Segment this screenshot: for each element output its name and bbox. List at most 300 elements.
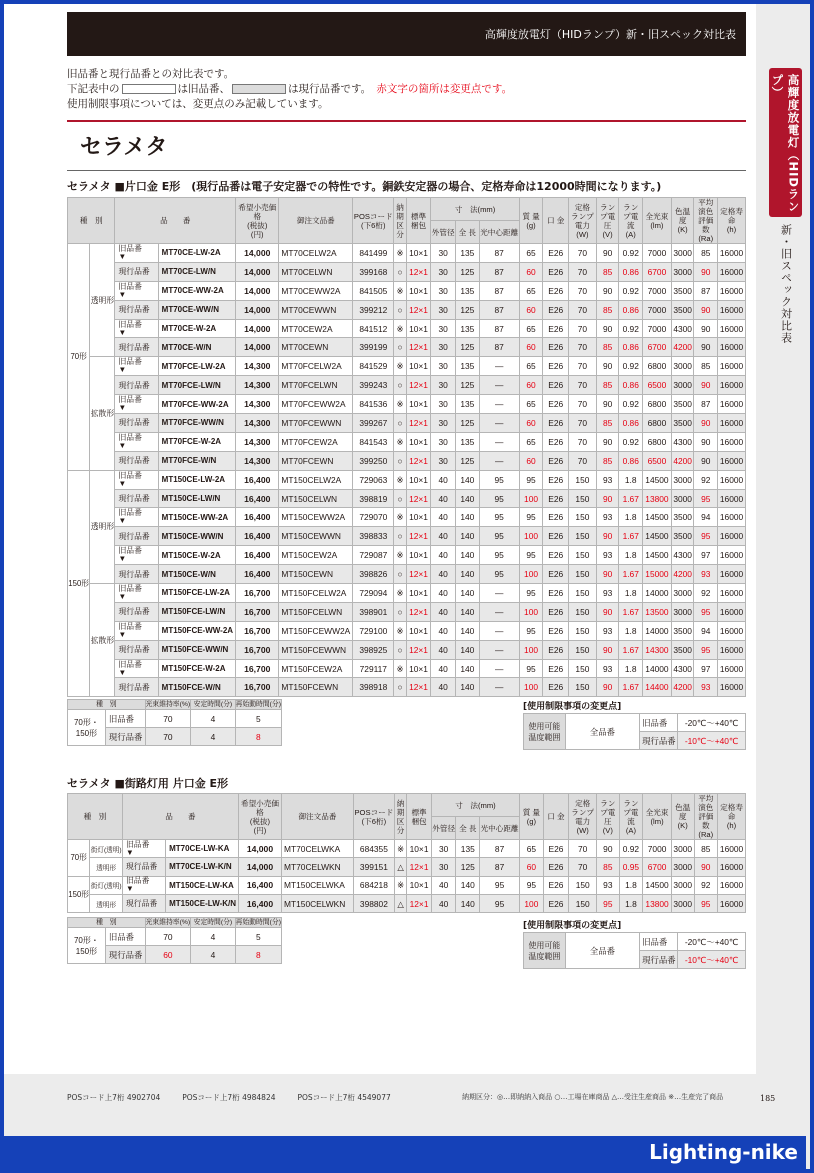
street-cell-2: MT70CELWKN bbox=[282, 858, 354, 876]
main-cell-6: 30 bbox=[431, 338, 456, 357]
street-cell-16: 85 bbox=[694, 840, 718, 858]
street-cell-3: 398802 bbox=[353, 894, 394, 912]
main-cell-8: 95 bbox=[479, 489, 519, 508]
main-cell-9: 100 bbox=[519, 527, 543, 546]
main-cell-1: 14,000 bbox=[236, 281, 279, 300]
street-cell-8: 95 bbox=[480, 876, 520, 894]
main-cell-12: 90 bbox=[596, 281, 619, 300]
req2-old-label: 旧品番 bbox=[640, 933, 678, 951]
main-product-number: MT150FCE-LW/N bbox=[158, 602, 236, 621]
main-cell-2: MT70CEWW2A bbox=[279, 281, 353, 300]
main-cell-16: 93 bbox=[694, 565, 718, 584]
req-title-1: [使用制限事項の変更点] bbox=[523, 702, 622, 712]
th-order_name: 御注文品番 bbox=[279, 198, 353, 244]
main-cell-9: 65 bbox=[519, 244, 543, 263]
th-rated_w: 定格 ランプ電力 (W) bbox=[569, 198, 597, 244]
main-cell-13: 1.8 bbox=[619, 659, 643, 678]
main-cell-14: 6700 bbox=[643, 262, 672, 281]
main-cell-8: 95 bbox=[479, 508, 519, 527]
main-cell-16: 92 bbox=[694, 584, 718, 603]
main-cell-11: 150 bbox=[569, 508, 597, 527]
main-product-number: MT150CE-W/N bbox=[158, 565, 236, 584]
main-cell-14: 14500 bbox=[643, 508, 672, 527]
main-cell-6: 40 bbox=[431, 527, 456, 546]
main-cell-6: 40 bbox=[431, 546, 456, 565]
street-cell-14: 14500 bbox=[643, 876, 672, 894]
main-cell-15: 4300 bbox=[671, 659, 694, 678]
main-product-number: MT70FCE-WW-2A bbox=[158, 395, 236, 414]
main-cell-1: 14,000 bbox=[236, 300, 279, 319]
main-cell-8: — bbox=[479, 395, 519, 414]
main-cell-10: E26 bbox=[543, 565, 569, 584]
main-cell-9: 95 bbox=[519, 584, 543, 603]
th-size: 寸 法(mm) bbox=[431, 198, 519, 221]
main-cell-13: 0.92 bbox=[619, 432, 643, 451]
main-cell-15: 3500 bbox=[671, 281, 694, 300]
main-cell-6: 30 bbox=[431, 414, 456, 433]
main-cell-13: 1.67 bbox=[619, 527, 643, 546]
main-cell-4: ※ bbox=[394, 244, 406, 263]
main-cell-10: E26 bbox=[543, 395, 569, 414]
street-cell-2: MT70CELWKA bbox=[282, 840, 354, 858]
req-cond: 使用可能 温度範囲 bbox=[524, 714, 566, 750]
main-cell-8: 95 bbox=[479, 565, 519, 584]
main-cell-16: 92 bbox=[694, 470, 718, 489]
table-row bbox=[68, 527, 746, 546]
main-cell-8: 87 bbox=[479, 262, 519, 281]
main-cell-7: 125 bbox=[456, 376, 480, 395]
main-cell-12: 90 bbox=[596, 319, 619, 338]
street-cell-17: 16000 bbox=[718, 876, 746, 894]
req2-new-label: 現行品番 bbox=[640, 951, 678, 969]
th-kind: 種 別 bbox=[68, 198, 115, 244]
table-row bbox=[68, 565, 746, 584]
street-cell-13: 1.8 bbox=[619, 894, 643, 912]
main-cell-8: 95 bbox=[479, 527, 519, 546]
intro-text bbox=[67, 67, 512, 112]
main-cell-4: ○ bbox=[394, 376, 406, 395]
mini2-kind: 70形・150形 bbox=[68, 928, 106, 964]
main-cell-11: 70 bbox=[569, 281, 597, 300]
mini2-head-stable: 安定時間(分) bbox=[191, 918, 235, 928]
street-cell-10: E26 bbox=[543, 876, 569, 894]
main-cell-16: 90 bbox=[694, 414, 718, 433]
main-cell-12: 90 bbox=[596, 244, 619, 263]
main-cell-13: 0.86 bbox=[619, 262, 643, 281]
th-size_dia: 外管径 bbox=[431, 221, 456, 244]
mini-old-stable: 4 bbox=[191, 710, 235, 728]
th-flux: 全光束 (lm) bbox=[643, 198, 672, 244]
main-cell-10: E26 bbox=[543, 300, 569, 319]
main-cell-13: 0.86 bbox=[619, 414, 643, 433]
main-status: 現行品番 bbox=[115, 414, 158, 433]
main-cell-4: ○ bbox=[394, 602, 406, 621]
street-cell-16: 90 bbox=[694, 858, 718, 876]
main-cell-13: 0.92 bbox=[619, 244, 643, 263]
main-product-number: MT70FCE-WW/N bbox=[158, 414, 236, 433]
main-cell-1: 14,300 bbox=[236, 414, 279, 433]
main-cell-14: 14300 bbox=[643, 640, 672, 659]
main-status: 現行品番 bbox=[115, 376, 158, 395]
main-product-number: MT150FCE-WW/N bbox=[158, 640, 236, 659]
main-cell-4: ○ bbox=[394, 300, 406, 319]
main-cell-4: ※ bbox=[394, 319, 406, 338]
th-size_center: 光中心距離 bbox=[480, 817, 520, 840]
main-cell-16: 90 bbox=[694, 451, 718, 470]
th-lamp_v: ランプ電圧 (V) bbox=[597, 794, 620, 840]
header-title: 高輝度放電灯（HIDランプ）新・旧スペック対比表 bbox=[484, 28, 736, 41]
street-status: 旧品番 ▼ bbox=[122, 840, 165, 858]
main-cell-5: 10×1 bbox=[406, 432, 431, 451]
main-cell-4: ※ bbox=[394, 621, 406, 640]
main-cell-9: 60 bbox=[519, 414, 543, 433]
main-cell-7: 140 bbox=[456, 640, 480, 659]
req-old-range: -20℃～+40℃ bbox=[678, 714, 746, 732]
table-row bbox=[68, 357, 746, 376]
main-cell-7: 140 bbox=[456, 565, 480, 584]
main-cell-8: — bbox=[479, 451, 519, 470]
mini-head-restart: 再始動時間(分) bbox=[235, 701, 281, 708]
main-cell-14: 7000 bbox=[643, 319, 672, 338]
th-pos: POSコード (下6桁) bbox=[353, 198, 394, 244]
type-cell: 透明形 bbox=[90, 244, 115, 357]
main-product-number: MT150FCE-W/N bbox=[158, 678, 236, 697]
th-product: 品 番 bbox=[122, 794, 238, 840]
main-cell-7: 135 bbox=[456, 357, 480, 376]
main-cell-13: 0.92 bbox=[619, 395, 643, 414]
footer-pos-1: POSコード上7桁 4902704 bbox=[67, 1093, 161, 1102]
th-price: 希望小売価格 (税抜) (円) bbox=[238, 794, 281, 840]
main-cell-16: 90 bbox=[694, 376, 718, 395]
table-row bbox=[68, 432, 746, 451]
main-cell-16: 95 bbox=[694, 640, 718, 659]
street-cell-6: 30 bbox=[431, 858, 456, 876]
street-cell-5: 12×1 bbox=[407, 894, 432, 912]
main-cell-10: E26 bbox=[543, 414, 569, 433]
th-cri: 平均演色 評価数 (Ra) bbox=[694, 794, 718, 840]
main-cell-1: 14,300 bbox=[236, 357, 279, 376]
th-color_temp: 色温度 (K) bbox=[671, 794, 694, 840]
main-cell-4: ※ bbox=[394, 357, 406, 376]
main-cell-9: 60 bbox=[519, 376, 543, 395]
main-cell-1: 16,400 bbox=[236, 489, 279, 508]
main-cell-4: ○ bbox=[394, 414, 406, 433]
street-cell-16: 95 bbox=[694, 894, 718, 912]
street-cell-4: ※ bbox=[394, 840, 406, 858]
street-cell-5: 10×1 bbox=[407, 876, 432, 894]
street-cell-6: 30 bbox=[431, 840, 456, 858]
red-rule bbox=[67, 120, 746, 122]
mini-head-maint: 光束維持率(%) bbox=[145, 701, 191, 708]
th-lamp_a: ランプ電流 (A) bbox=[619, 198, 643, 244]
street-cell-3: 684355 bbox=[353, 840, 394, 858]
main-cell-7: 140 bbox=[456, 470, 480, 489]
main-cell-11: 70 bbox=[569, 414, 597, 433]
street-cell-8: 87 bbox=[480, 840, 520, 858]
main-cell-3: 729070 bbox=[353, 508, 394, 527]
main-cell-10: E26 bbox=[543, 546, 569, 565]
street-cell-14: 6700 bbox=[643, 858, 672, 876]
main-product-number: MT70FCE-LW/N bbox=[158, 376, 236, 395]
main-cell-6: 30 bbox=[431, 376, 456, 395]
main-cell-17: 16000 bbox=[718, 319, 746, 338]
main-cell-8: — bbox=[479, 659, 519, 678]
main-cell-5: 12×1 bbox=[406, 640, 431, 659]
main-cell-2: MT150CEWN bbox=[279, 565, 353, 584]
main-cell-5: 12×1 bbox=[406, 565, 431, 584]
main-cell-7: 140 bbox=[456, 489, 480, 508]
main-cell-17: 16000 bbox=[718, 451, 746, 470]
main-cell-9: 100 bbox=[519, 602, 543, 621]
main-cell-6: 40 bbox=[431, 659, 456, 678]
intro-line-2: 下記表中の は旧品番、 は現行品番です。 赤文字の箇所は変更点です。 bbox=[67, 83, 513, 95]
main-cell-17: 16000 bbox=[718, 357, 746, 376]
restriction-table-1 bbox=[67, 699, 282, 746]
main-cell-11: 70 bbox=[569, 376, 597, 395]
th-order_name: 御注文品番 bbox=[282, 794, 354, 840]
main-cell-6: 30 bbox=[431, 244, 456, 263]
mini-old-maint: 70 bbox=[145, 710, 191, 728]
main-cell-11: 150 bbox=[569, 640, 597, 659]
main-cell-7: 140 bbox=[456, 508, 480, 527]
main-product-number: MT70CE-LW-2A bbox=[158, 244, 236, 263]
main-cell-14: 6800 bbox=[643, 357, 672, 376]
main-cell-14: 6800 bbox=[643, 414, 672, 433]
main-cell-14: 14500 bbox=[643, 527, 672, 546]
main-cell-6: 30 bbox=[431, 262, 456, 281]
main-cell-9: 95 bbox=[519, 470, 543, 489]
mini-new-maint: 70 bbox=[145, 728, 191, 746]
main-cell-10: E26 bbox=[543, 602, 569, 621]
main-cell-17: 16000 bbox=[718, 659, 746, 678]
main-cell-2: MT70CEW2A bbox=[279, 319, 353, 338]
main-cell-6: 30 bbox=[431, 395, 456, 414]
main-status: 旧品番 ▼ bbox=[115, 281, 158, 300]
side-tab-label: 高輝度放電灯（HIDランプ） bbox=[770, 74, 801, 213]
main-cell-5: 12×1 bbox=[406, 451, 431, 470]
old-legend-box bbox=[122, 84, 176, 94]
th-base: 口 金 bbox=[543, 794, 569, 840]
main-cell-6: 40 bbox=[431, 584, 456, 603]
main-cell-16: 87 bbox=[694, 395, 718, 414]
street-cell-1: 14,000 bbox=[238, 840, 281, 858]
th-size_center: 光中心距離 bbox=[479, 221, 519, 244]
th-pack: 標準 梱包 bbox=[406, 198, 431, 244]
street-status: 現行品番 bbox=[122, 894, 165, 912]
req-new-label: 現行品番 bbox=[640, 732, 678, 750]
main-product-number: MT150CE-LW/N bbox=[158, 489, 236, 508]
main-cell-17: 16000 bbox=[718, 300, 746, 319]
main-cell-1: 14,300 bbox=[236, 451, 279, 470]
main-cell-10: E26 bbox=[543, 281, 569, 300]
main-cell-2: MT150FCELWN bbox=[279, 602, 353, 621]
main-cell-3: 729087 bbox=[353, 546, 394, 565]
street-cell-13: 1.8 bbox=[619, 876, 643, 894]
street-cell-4: △ bbox=[394, 894, 406, 912]
main-cell-14: 6800 bbox=[643, 395, 672, 414]
type-cell: 街灯(透明) bbox=[90, 840, 123, 858]
mini2-new-label: 現行品番 bbox=[105, 946, 145, 964]
main-cell-4: ○ bbox=[394, 678, 406, 697]
main-cell-12: 93 bbox=[596, 621, 619, 640]
main-cell-17: 16000 bbox=[718, 546, 746, 565]
main-cell-16: 95 bbox=[694, 527, 718, 546]
main-cell-9: 100 bbox=[519, 678, 543, 697]
main-cell-13: 1.8 bbox=[619, 584, 643, 603]
main-cell-13: 1.8 bbox=[619, 546, 643, 565]
main-cell-4: ※ bbox=[394, 584, 406, 603]
brand-text: Lighting-nike bbox=[649, 1140, 798, 1164]
street-cell-9: 65 bbox=[520, 840, 544, 858]
main-cell-7: 135 bbox=[456, 319, 480, 338]
street-cell-2: MT150CELWKA bbox=[282, 876, 354, 894]
th-pos: POSコード (下6桁) bbox=[353, 794, 394, 840]
main-cell-12: 85 bbox=[596, 338, 619, 357]
table-row bbox=[68, 840, 746, 858]
main-cell-15: 4200 bbox=[671, 338, 694, 357]
street-cell-15: 3000 bbox=[671, 876, 694, 894]
mini-new-label: 現行品番 bbox=[105, 728, 145, 746]
th-dist: 納期 区分 bbox=[394, 198, 406, 244]
main-cell-2: MT150FCEW2A bbox=[279, 659, 353, 678]
main-cell-9: 65 bbox=[519, 281, 543, 300]
main-cell-13: 0.86 bbox=[619, 376, 643, 395]
main-cell-17: 16000 bbox=[718, 621, 746, 640]
main-cell-15: 3000 bbox=[671, 584, 694, 603]
mini-new-restart: 8 bbox=[235, 728, 281, 746]
table-row bbox=[68, 678, 746, 697]
main-cell-1: 16,700 bbox=[236, 602, 279, 621]
main-cell-14: 6500 bbox=[643, 451, 672, 470]
main-cell-14: 7000 bbox=[643, 300, 672, 319]
main-cell-12: 90 bbox=[596, 357, 619, 376]
req2-old-range: -20℃～+40℃ bbox=[678, 933, 746, 951]
main-cell-7: 140 bbox=[456, 602, 480, 621]
main-cell-9: 65 bbox=[519, 395, 543, 414]
main-cell-3: 398925 bbox=[353, 640, 394, 659]
main-cell-5: 12×1 bbox=[406, 300, 431, 319]
main-cell-15: 4200 bbox=[671, 565, 694, 584]
main-cell-2: MT70CELW2A bbox=[279, 244, 353, 263]
main-cell-6: 40 bbox=[431, 678, 456, 697]
main-cell-9: 100 bbox=[519, 640, 543, 659]
main-cell-9: 60 bbox=[519, 262, 543, 281]
main-status: 現行品番 bbox=[115, 300, 158, 319]
main-cell-6: 40 bbox=[431, 508, 456, 527]
main-product-number: MT70CE-WW/N bbox=[158, 300, 236, 319]
main-cell-17: 16000 bbox=[718, 508, 746, 527]
main-cell-1: 14,300 bbox=[236, 432, 279, 451]
main-cell-12: 85 bbox=[596, 300, 619, 319]
main-cell-14: 7000 bbox=[643, 244, 672, 263]
street-cell-17: 16000 bbox=[718, 894, 746, 912]
main-cell-2: MT70FCEWWN bbox=[279, 414, 353, 433]
main-cell-14: 14000 bbox=[643, 584, 672, 603]
main-cell-11: 70 bbox=[569, 451, 597, 470]
main-cell-6: 40 bbox=[431, 565, 456, 584]
main-cell-15: 3500 bbox=[671, 300, 694, 319]
main-cell-7: 125 bbox=[456, 451, 480, 470]
th-size: 寸 法(mm) bbox=[431, 794, 519, 817]
main-product-number: MT150CE-WW/N bbox=[158, 527, 236, 546]
main-product-number: MT70CE-W-2A bbox=[158, 319, 236, 338]
main-cell-2: MT150FCEWW2A bbox=[279, 621, 353, 640]
main-cell-3: 399267 bbox=[353, 414, 394, 433]
main-cell-3: 398901 bbox=[353, 602, 394, 621]
main-cell-15: 3500 bbox=[671, 640, 694, 659]
main-cell-8: — bbox=[479, 432, 519, 451]
main-cell-4: ※ bbox=[394, 659, 406, 678]
main-product-number: MT150CE-WW-2A bbox=[158, 508, 236, 527]
street-cell-1: 16,400 bbox=[238, 876, 281, 894]
main-cell-11: 150 bbox=[569, 584, 597, 603]
main-status: 現行品番 bbox=[115, 565, 158, 584]
main-cell-9: 95 bbox=[519, 659, 543, 678]
main-cell-16: 94 bbox=[694, 508, 718, 527]
main-cell-3: 729100 bbox=[353, 621, 394, 640]
main-cell-5: 10×1 bbox=[406, 584, 431, 603]
table-row bbox=[68, 376, 746, 395]
main-status: 旧品番 ▼ bbox=[115, 395, 158, 414]
main-cell-5: 12×1 bbox=[406, 414, 431, 433]
table-row bbox=[68, 300, 746, 319]
main-cell-10: E26 bbox=[543, 432, 569, 451]
street-cell-1: 16,400 bbox=[238, 894, 281, 912]
street-cell-10: E26 bbox=[543, 894, 569, 912]
main-cell-3: 399168 bbox=[353, 262, 394, 281]
table-row bbox=[68, 395, 746, 414]
main-cell-1: 16,700 bbox=[236, 584, 279, 603]
main-cell-3: 729063 bbox=[353, 470, 394, 489]
main-cell-9: 65 bbox=[519, 319, 543, 338]
main-cell-10: E26 bbox=[543, 470, 569, 489]
street-cell-14: 7000 bbox=[643, 840, 672, 858]
main-cell-12: 93 bbox=[596, 470, 619, 489]
main-status: 旧品番 ▼ bbox=[115, 659, 158, 678]
th-base: 口 金 bbox=[543, 198, 569, 244]
main-cell-11: 150 bbox=[569, 489, 597, 508]
main-cell-12: 90 bbox=[596, 640, 619, 659]
main-cell-6: 30 bbox=[431, 319, 456, 338]
spec-table-street bbox=[67, 793, 746, 913]
main-cell-14: 6800 bbox=[643, 432, 672, 451]
main-cell-2: MT150CEWWN bbox=[279, 527, 353, 546]
th-flux: 全光束 (lm) bbox=[643, 794, 672, 840]
main-cell-4: ※ bbox=[394, 281, 406, 300]
brand-watermark bbox=[0, 1136, 806, 1169]
table-row bbox=[68, 584, 746, 603]
main-cell-6: 40 bbox=[431, 602, 456, 621]
main-cell-7: 140 bbox=[456, 584, 480, 603]
mini-head-stable: 安定時間(分) bbox=[191, 700, 235, 710]
table-row bbox=[68, 602, 746, 621]
street-cell-13: 0.95 bbox=[619, 858, 643, 876]
street-cell-9: 100 bbox=[520, 894, 544, 912]
wattage-cell: 70形 bbox=[68, 244, 90, 471]
req-table-1 bbox=[523, 713, 746, 750]
main-cell-17: 16000 bbox=[718, 565, 746, 584]
main-cell-4: ※ bbox=[394, 470, 406, 489]
main-cell-4: ※ bbox=[394, 432, 406, 451]
street-cell-13: 0.92 bbox=[619, 840, 643, 858]
street-cell-12: 85 bbox=[597, 858, 620, 876]
main-cell-17: 16000 bbox=[718, 244, 746, 263]
main-cell-17: 16000 bbox=[718, 527, 746, 546]
main-cell-2: MT150FCEWN bbox=[279, 678, 353, 697]
main-cell-10: E26 bbox=[543, 621, 569, 640]
main-cell-3: 398918 bbox=[353, 678, 394, 697]
main-cell-11: 150 bbox=[569, 546, 597, 565]
